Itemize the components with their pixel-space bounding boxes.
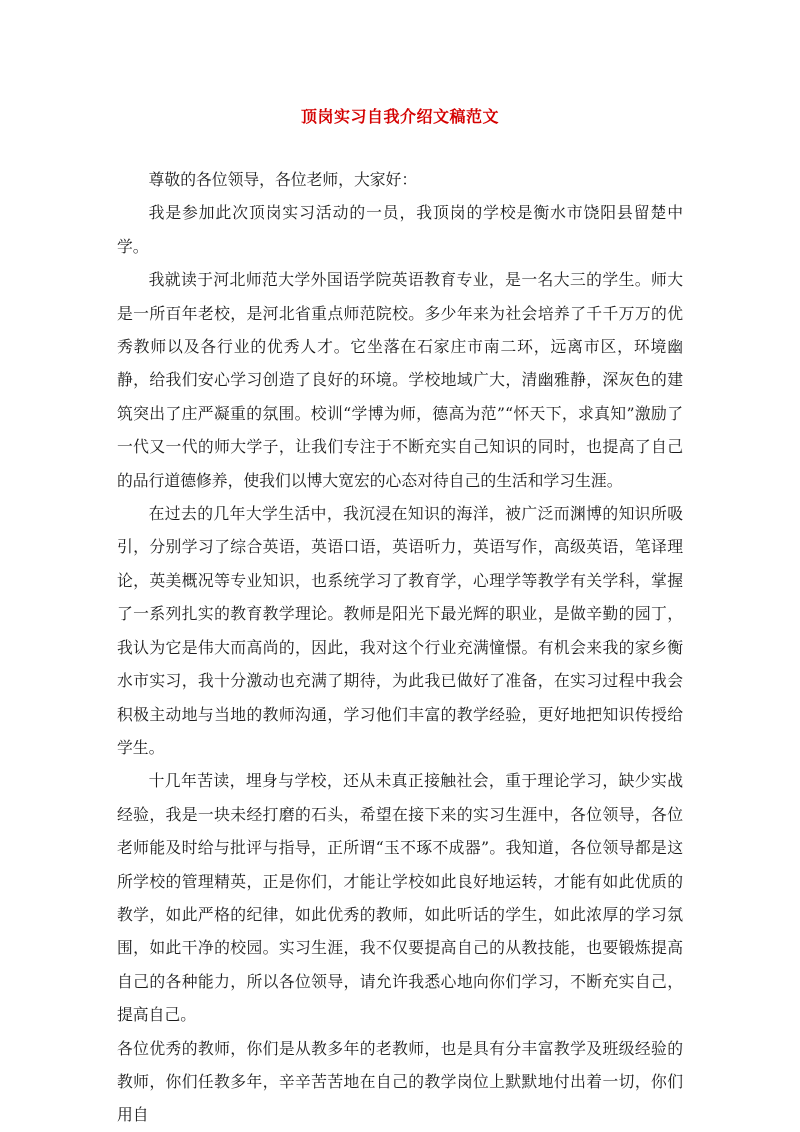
paragraph-teachers: 各位优秀的教师，你们是从教多年的老教师，也是具有分丰富教学及班级经验的教师，你们任教多年，辛辛苦苦地在自己的教学岗位上默默地付出着一切，你们用自 (117, 1038, 683, 1125)
document-title: 顶岗实习自我介绍文稿范文 (300, 107, 499, 126)
paragraph-introduction: 我是参加此次顶岗实习活动的一员，我顶岗的学校是衡水市饶阳县留楚中学。 (117, 203, 683, 256)
paragraph-university: 我就读于河北师范大学外国语学院英语教育专业，是一名大三的学生。师大是一所百年老校，是河北省重点师范院校。多少年来为社会培养了千千万万的优秀教师以及各行业的优秀人才。它坐落在石家庄市南二环，远离市区，环境幽静，给我们安心学习创造了良好的环境。学校地域广大，清幽雅静，深灰色的建筑突出了庄严凝重的氛围。校训“学博为师，德高为范”“怀天下，求真知”激励了一代又一代的师大学子，让我们专注于不断充实自己知识的同时，也提高了自己的品行道德修养，使我们以博大宽宏的心态对待自己的生活和学习生涯。 (117, 270, 683, 490)
paragraph-studies: 在过去的几年大学生活中，我沉浸在知识的海洋，被广泛而渊博的知识所吸引，分别学习了综合英语，英语口语，英语听力，英语写作，高级英语，笔译理论，英美概况等专业知识，也系统学习了教育学，心理学等教学有关学科，掌握了一系列扎实的教育教学理论。教师是阳光下最光辉的职业，是做辛勤的园丁，我认为它是伟大而高尚的，因此，我对这个行业充满憧憬。有机会来我的家乡衡水市实习，我十分激动也充满了期待，为此我已做好了准备，在实习过程中我会积极主动地与当地的教师沟通，学习他们丰富的教学经验，更好地把知识传授给学生。 (117, 504, 683, 757)
paragraph-greeting: 尊敬的各位领导，各位老师，大家好： (148, 170, 418, 189)
document-body (117, 163, 683, 1132)
paragraph-leaders: 十几年苦读，埋身与学校，还从未真正接触社会，重于理论学习，缺少实战经验，我是一块未经打磨的石头，希望在接下来的实习生涯中，各位领导，各位老师能及时给与批评与指导，正所谓“玉不琢不成器”。我知道，各位领导都是这所学校的管理精英，正是你们，才能让学校如此良好地运转，才能有如此优质的教学，如此严格的纪律，如此优秀的教师，如此听话的学生，如此浓厚的学习氛围，如此干净的校园。实习生涯，我不仅要提高自己的从教技能，也要锻炼提高自己的各种能力，所以各位领导，请允许我悉心地向你们学习，不断充实自己，提高自己。 (117, 771, 683, 1025)
